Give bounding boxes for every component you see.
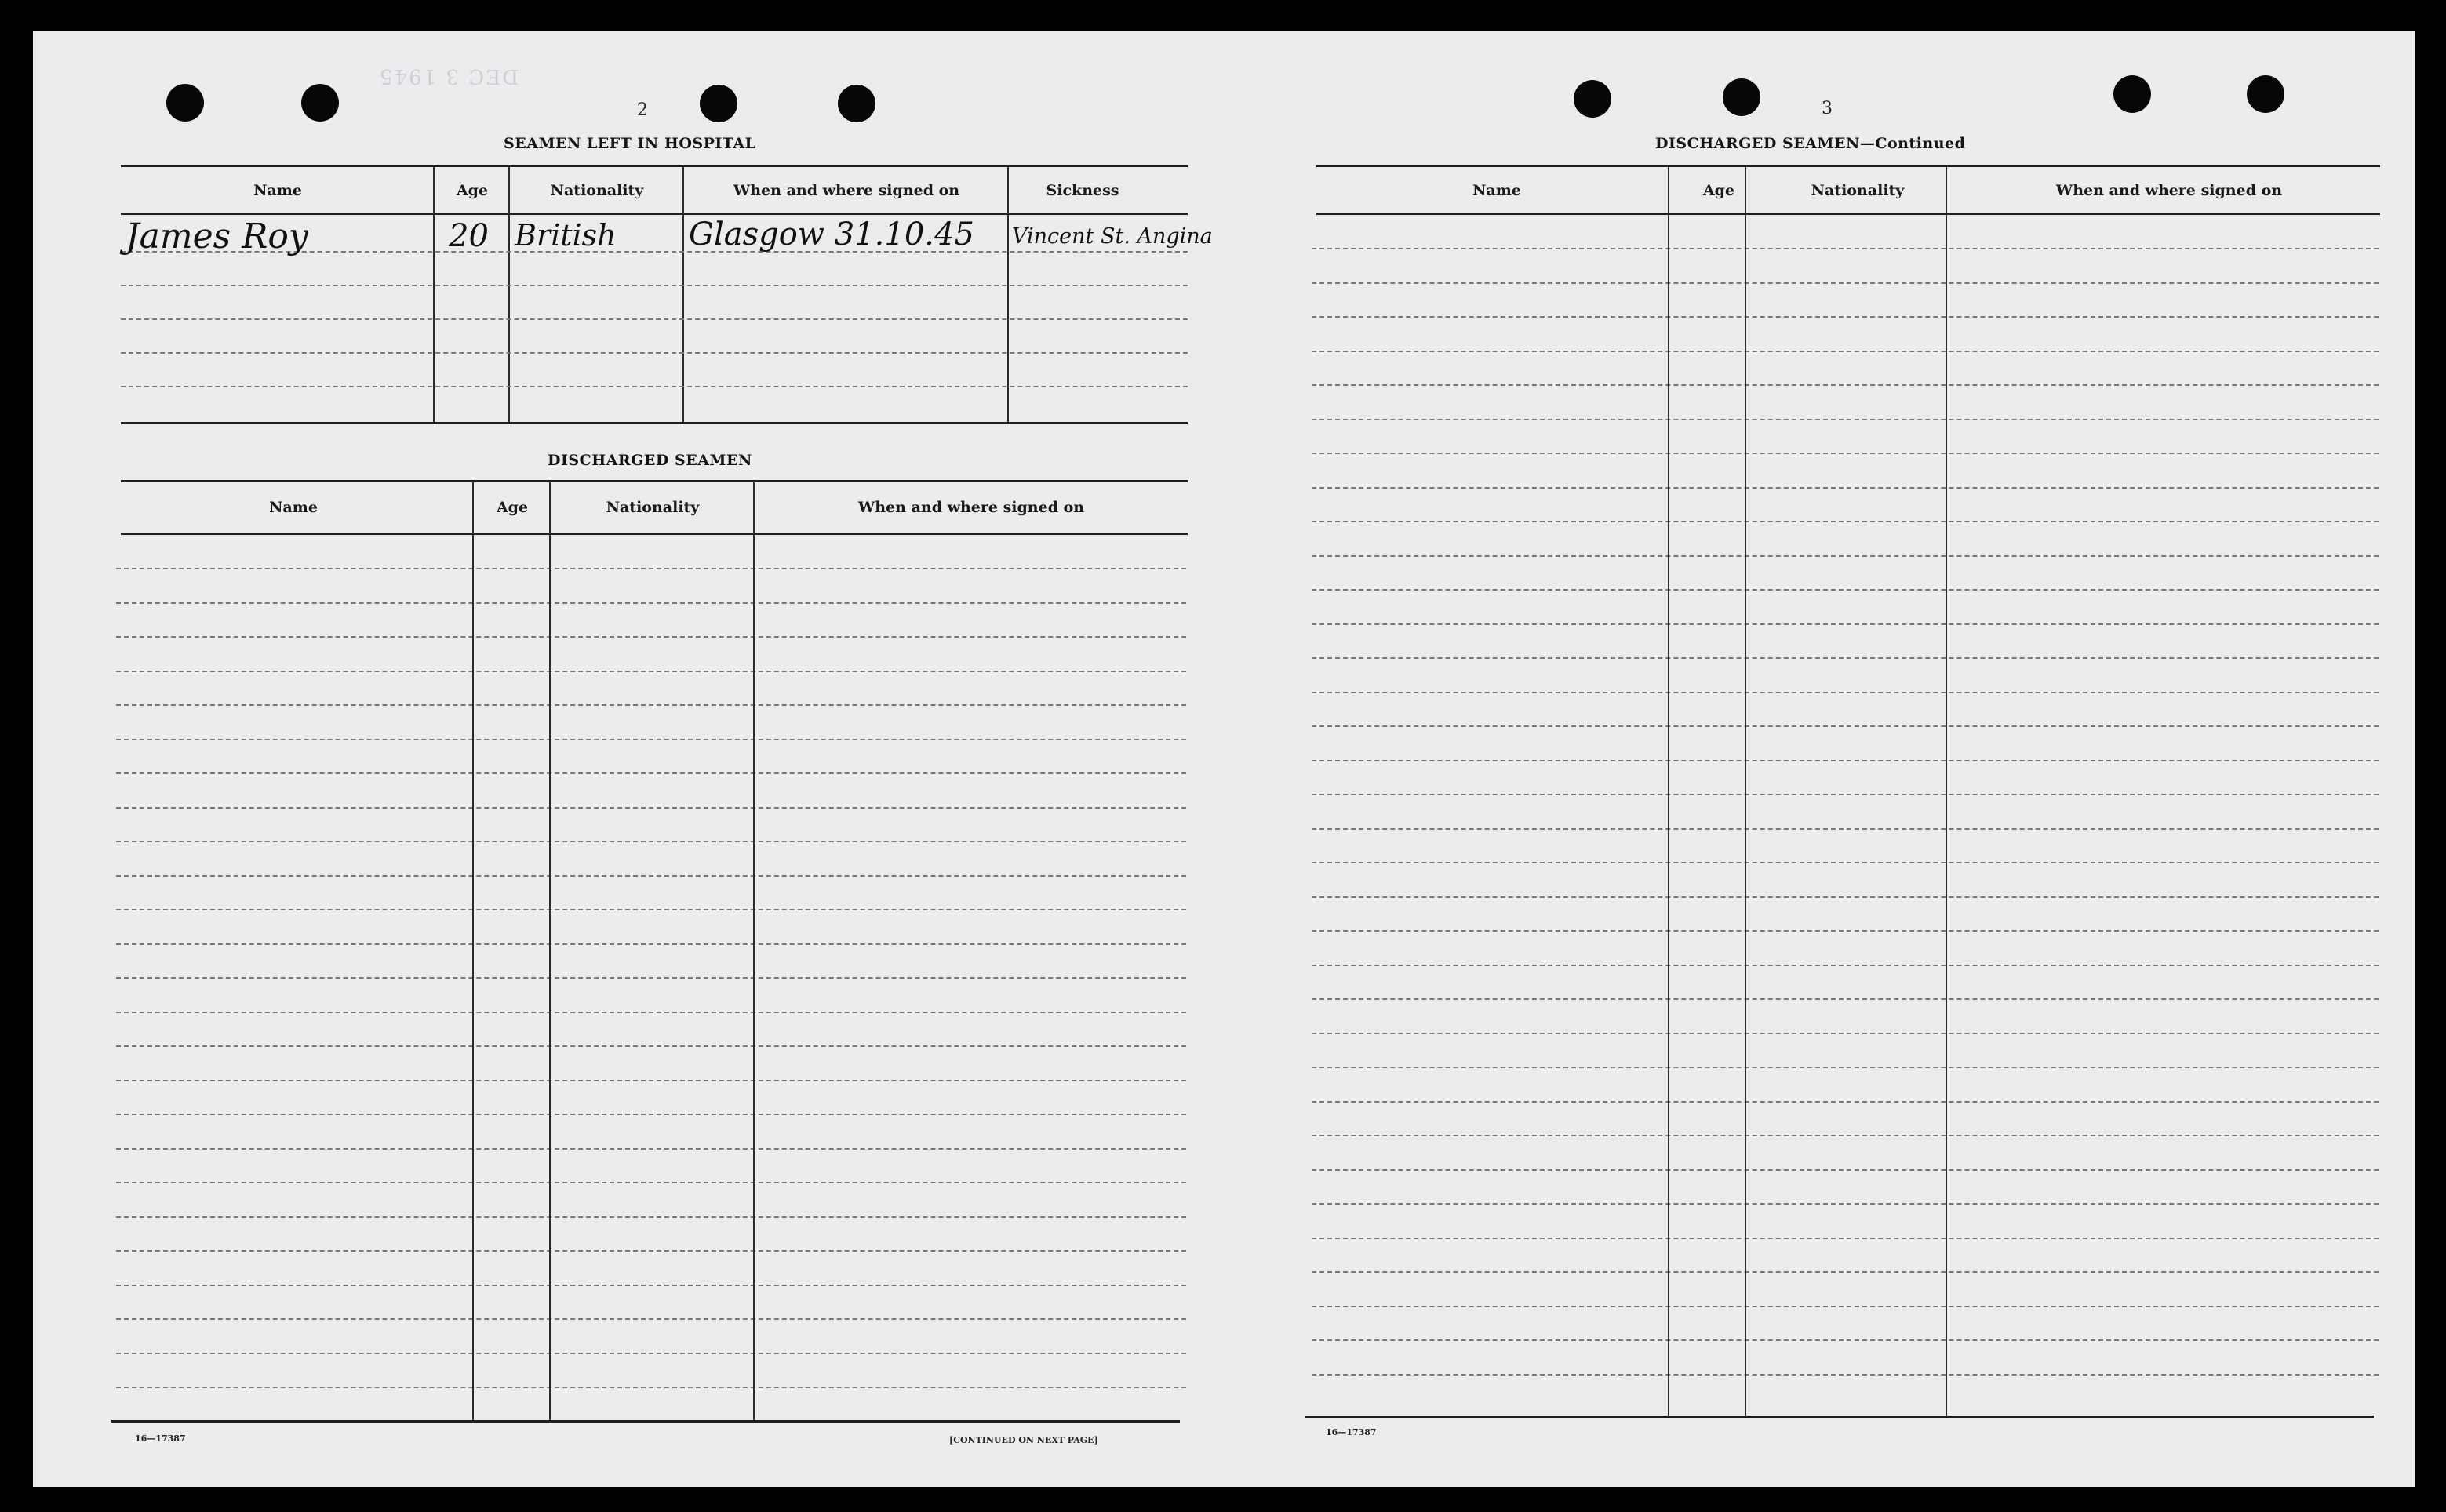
hospital-header-signed-on: When and where signed on <box>733 182 960 199</box>
right-header-signed-on: When and where signed on <box>2055 182 2283 199</box>
hospital-entry-signed-on: Glasgow 31.10.45 <box>689 216 974 253</box>
punch-hole <box>2247 75 2284 113</box>
discharged-header-nationality: Nationality <box>606 499 700 516</box>
hospital-row-line <box>121 318 1188 320</box>
right-header-name: Name <box>1472 182 1521 199</box>
right-header-nationality: Nationality <box>1811 182 1905 199</box>
table-row-line <box>116 636 1186 638</box>
hospital-bottom-rule <box>121 422 1188 424</box>
hospital-header-nationality: Nationality <box>550 182 644 199</box>
discharged-header-age: Age <box>496 499 529 516</box>
table-row-line <box>1312 1135 2379 1136</box>
table-row-line <box>1312 1101 2379 1103</box>
discharged-header-name: Name <box>269 499 318 516</box>
discharged-continued-title <box>1655 135 1965 152</box>
discharged-section-title: DISCHARGED SEAMEN <box>548 452 752 469</box>
punch-hole <box>1723 78 1760 116</box>
table-row-line <box>1312 1067 2379 1068</box>
punch-hole <box>838 85 875 122</box>
table-row-line <box>1312 760 2379 761</box>
table-row-line <box>116 1080 1186 1081</box>
hospital-col-divider <box>1007 166 1009 422</box>
right-col-divider <box>1668 167 1669 1416</box>
table-row-line <box>1312 453 2379 454</box>
hospital-col-divider <box>433 166 435 422</box>
hospital-entry-sickness: Vincent St. Angina <box>1012 224 1213 249</box>
table-row-line <box>1312 896 2379 898</box>
hospital-header-name: Name <box>253 182 302 199</box>
table-row-line <box>1312 521 2379 522</box>
hospital-row-line <box>121 285 1188 286</box>
table-row-line <box>1312 248 2379 249</box>
hospital-col-divider <box>682 166 684 422</box>
table-row-line <box>1312 1374 2379 1376</box>
table-row-line <box>1312 384 2379 386</box>
table-row-line <box>116 875 1186 877</box>
punch-hole <box>301 84 339 122</box>
table-row-line <box>116 568 1186 569</box>
table-row-line <box>116 1182 1186 1183</box>
table-row-line <box>116 1318 1186 1320</box>
hospital-row-line <box>121 352 1188 354</box>
table-row-line <box>116 1216 1186 1218</box>
table-row-line <box>116 807 1186 809</box>
discharged-col-divider <box>549 482 551 1420</box>
table-row-line <box>1312 692 2379 693</box>
hospital-header-rule <box>121 213 1188 215</box>
right-top-rule <box>1316 165 2380 167</box>
discharged-header-signed-on: When and where signed on <box>857 499 1085 516</box>
discharged-continued-title-main: DISCHARGED SEAMEN <box>1655 135 1860 152</box>
table-row-line <box>116 602 1186 604</box>
hospital-row-line <box>121 386 1188 387</box>
punch-hole <box>2113 75 2151 113</box>
hospital-top-rule <box>121 165 1188 167</box>
table-row-line <box>1312 1238 2379 1239</box>
right-col-divider <box>1745 167 1746 1416</box>
table-row-line <box>116 704 1186 706</box>
table-row-line <box>1312 862 2379 863</box>
discharged-continued-title-suffix: —Continued <box>1859 135 1966 152</box>
table-row-line <box>116 1353 1186 1354</box>
punch-hole <box>700 85 737 122</box>
table-row-line <box>1312 555 2379 557</box>
table-row-line <box>116 1387 1186 1388</box>
hospital-col-divider <box>508 166 510 422</box>
table-row-line <box>1312 487 2379 489</box>
table-row-line <box>116 841 1186 842</box>
punch-hole <box>166 84 204 122</box>
table-row-line <box>1312 998 2379 1000</box>
continued-note: [CONTINUED ON NEXT PAGE] <box>949 1435 1098 1445</box>
table-row-line <box>116 772 1186 774</box>
hospital-entry-name: James Roy <box>126 216 308 256</box>
table-row-line <box>1312 1169 2379 1171</box>
table-row-line <box>1312 282 2379 284</box>
form-number-right: 16—17387 <box>1326 1427 1377 1437</box>
hospital-header-sickness: Sickness <box>1046 182 1119 199</box>
table-row-line <box>1312 1306 2379 1307</box>
table-row-line <box>1312 930 2379 932</box>
table-row-line <box>1312 1339 2379 1341</box>
table-row-line <box>1312 351 2379 352</box>
table-row-line <box>116 1285 1186 1286</box>
table-row-line <box>116 977 1186 979</box>
hospital-entry-nationality: British <box>515 218 617 253</box>
bleed-through-stamp: DEC 3 1945 <box>378 64 519 88</box>
table-row-line <box>116 1148 1186 1150</box>
table-row-line <box>116 739 1186 740</box>
hospital-entry-age: 20 <box>449 218 489 254</box>
discharged-col-divider <box>472 482 474 1420</box>
right-col-divider <box>1946 167 1947 1416</box>
table-row-line <box>1312 316 2379 318</box>
form-number-left: 16—17387 <box>135 1434 186 1444</box>
table-row-line <box>1312 1203 2379 1205</box>
table-row-line <box>116 671 1186 672</box>
table-row-line <box>1312 623 2379 625</box>
right-bottom-rule <box>1305 1416 2374 1418</box>
table-row-line <box>116 1250 1186 1252</box>
table-row-line <box>116 909 1186 910</box>
table-row-line <box>116 1012 1186 1013</box>
document-sheet <box>33 31 2415 1487</box>
discharged-top-rule <box>121 480 1188 482</box>
table-row-line <box>1312 657 2379 659</box>
right-header-rule <box>1316 213 2380 215</box>
table-row-line <box>1312 419 2379 420</box>
page-number-right: 3 <box>1822 99 1833 118</box>
table-row-line <box>116 1045 1186 1047</box>
right-header-age: Age <box>1702 182 1735 199</box>
punch-hole <box>1574 80 1611 118</box>
discharged-header-rule <box>121 533 1188 535</box>
hospital-header-age: Age <box>456 182 489 199</box>
table-row-line <box>1312 828 2379 830</box>
table-row-line <box>116 943 1186 945</box>
discharged-col-divider <box>753 482 755 1420</box>
table-row-line <box>1312 1271 2379 1273</box>
table-row-line <box>1312 589 2379 591</box>
hospital-section-title: SEAMEN LEFT IN HOSPITAL <box>504 135 756 152</box>
table-row-line <box>1312 1033 2379 1034</box>
table-row-line <box>1312 794 2379 795</box>
page-number-left: 2 <box>637 100 648 120</box>
discharged-bottom-rule <box>111 1420 1180 1423</box>
table-row-line <box>1312 725 2379 727</box>
table-row-line <box>116 1114 1186 1115</box>
table-row-line <box>1312 965 2379 966</box>
